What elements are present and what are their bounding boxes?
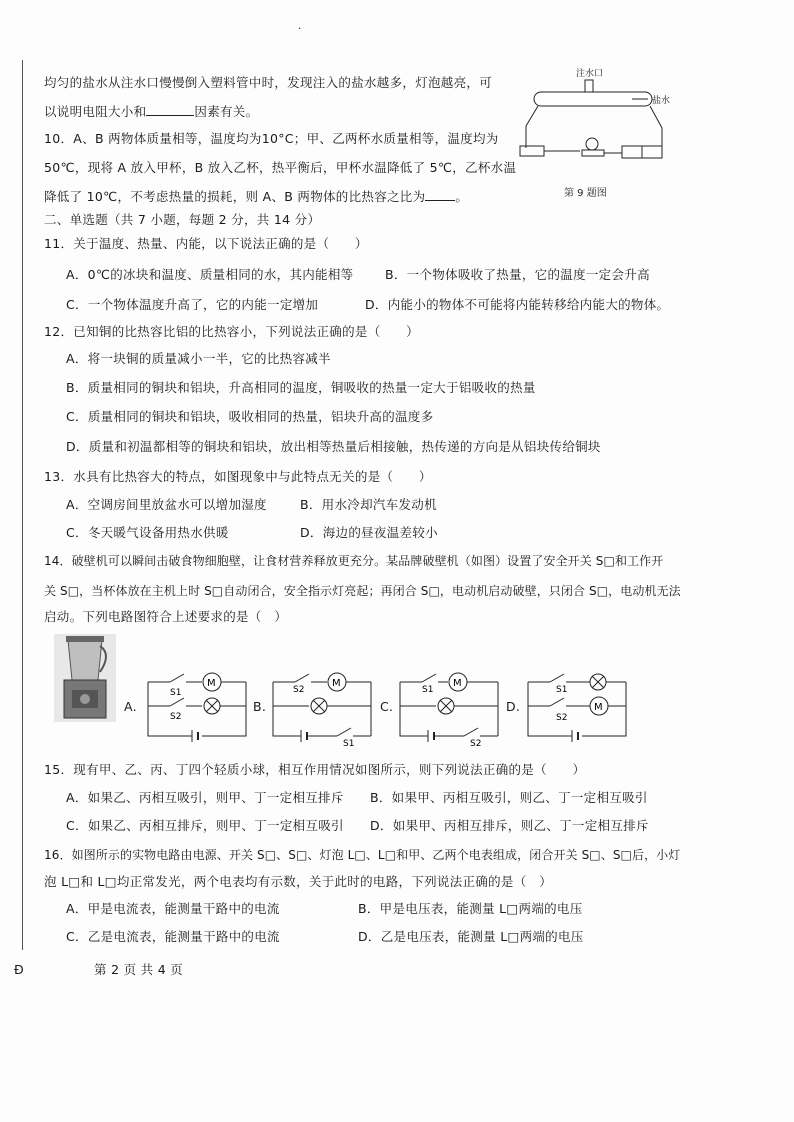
q16-line1: 16．如图所示的实物电路由电源、开关 S□、S□、灯泡 L□、L□和甲、乙两个电表组成，闭合开关 S□、S□后，小灯 <box>44 848 681 862</box>
q12-stem: 12．已知铜的比热容比铝的比热容小，下列说法正确的是（ ） <box>44 324 419 339</box>
motor-label: M <box>207 678 216 689</box>
q9-line2-after: 因素有关。 <box>194 104 259 119</box>
q9-answer-blank[interactable] <box>146 103 194 116</box>
motor-label: M <box>453 678 462 689</box>
q16-option-d[interactable]: D．乙是电压表，能测量 L□两端的电压 <box>358 929 584 944</box>
q11-option-a[interactable]: A．0℃的冰块和温度、质量相同的水，其内能相等 <box>66 267 354 282</box>
q11-option-b[interactable]: B．一个物体吸收了热量，它的温度一定会升高 <box>385 267 650 282</box>
q14-circuit-b[interactable] <box>265 662 380 746</box>
q14-option-c-label[interactable]: C. <box>380 699 394 714</box>
q14-option-d-label[interactable]: D. <box>506 699 521 714</box>
s1-label: S1 <box>170 688 182 698</box>
footer-left-mark: Ð <box>14 962 24 977</box>
q14-line3: 启动。下列电路图符合上述要求的是（ ） <box>44 609 288 624</box>
top-mark: · <box>298 24 302 35</box>
q14-circuit-c[interactable] <box>392 662 507 746</box>
q9-figure <box>512 66 682 206</box>
q11-option-d[interactable]: D．内能小的物体不可能将内能转移给内能大的物体。 <box>365 297 670 312</box>
q9-line1: 均匀的盐水从注水口慢慢倒入塑料管中时，发现注入的盐水越多，灯泡越亮，可 <box>44 75 493 90</box>
switch-base <box>520 146 544 156</box>
motor-label: M <box>594 702 603 713</box>
s1-label: S1 <box>343 739 355 746</box>
q9-inlet-label: 注水口 <box>576 69 604 79</box>
q14-circuit-d[interactable] <box>520 662 635 746</box>
q14-circuit-a[interactable] <box>140 662 255 746</box>
q16-option-c[interactable]: C．乙是电流表，能测量干路中的电流 <box>66 929 280 944</box>
q14-option-a-label[interactable]: A. <box>124 699 137 714</box>
page-number: 第 2 页 共 4 页 <box>94 962 184 977</box>
q12-option-a[interactable]: A．将一块铜的质量减小一半，它的比热容减半 <box>66 351 331 366</box>
q9-line2 <box>44 103 258 120</box>
s1-label: S1 <box>422 685 434 695</box>
q15-option-c[interactable]: C．如果乙、丙相互排斥，则甲、丁一定相互吸引 <box>66 818 344 833</box>
q9-line2-before: 以说明电阻大小和 <box>44 104 147 119</box>
motor-label: M <box>332 678 341 689</box>
s2-label: S2 <box>293 685 305 695</box>
q13-option-a[interactable]: A．空调房间里放盆水可以增加湿度 <box>66 497 267 512</box>
q10-line3-before: 降低了 10℃，不考虑热量的损耗，则 A、B 两物体的比热容之比为 <box>44 189 426 204</box>
q14-option-b-label[interactable]: B. <box>253 699 267 714</box>
q12-option-c[interactable]: C．质量相同的铜块和铝块，吸收相同的热量，铝块升高的温度多 <box>66 409 434 424</box>
q11-option-c[interactable]: C．一个物体温度升高了，它的内能一定增加 <box>66 297 319 312</box>
s1-label: S1 <box>556 685 568 695</box>
s2-label: S2 <box>470 739 482 746</box>
margin-line <box>22 60 23 950</box>
q16-option-b[interactable]: B．甲是电压表，能测量 L□两端的电压 <box>358 901 583 916</box>
q13-option-d[interactable]: D．海边的昼夜温差较小 <box>300 525 438 540</box>
q14-line1: 14．破壁机可以瞬间击破食物细胞壁，让食材营养释放更充分。某品牌破壁机（如图）设置了安全开关 S□和工作开 <box>44 554 664 568</box>
q15-stem: 15．现有甲、乙、丙、丁四个轻质小球，相互作用情况如图所示，则下列说法正确的是（ ） <box>44 762 586 777</box>
q11-stem: 11．关于温度、热量、内能，以下说法正确的是（ ） <box>44 236 368 251</box>
q10-line3 <box>44 188 468 205</box>
q10-line1: 10．A、B 两物体质量相等，温度均为10°C；甲、乙两杯水质量相等，温度均为 <box>44 131 499 146</box>
q9-brine-label: 盐水 <box>652 96 671 106</box>
q9-caption: 第 9 题图 <box>564 188 607 199</box>
q15-option-d[interactable]: D．如果甲、丙相互排斥，则乙、丁一定相互排斥 <box>370 818 649 833</box>
blender-image <box>54 634 116 722</box>
q12-option-d[interactable]: D．质量和初温都相等的铜块和铝块，放出相等热量后相接触，热传递的方向是从铝块传给铜块 <box>66 439 601 454</box>
q13-option-c[interactable]: C．冬天暖气设备用热水供暖 <box>66 525 229 540</box>
q16-option-a[interactable]: A．甲是电流表，能测量干路中的电流 <box>66 901 280 916</box>
q10-answer-blank[interactable] <box>425 188 455 201</box>
q15-option-a[interactable]: A．如果乙、丙相互吸引，则甲、丁一定相互排斥 <box>66 790 344 805</box>
s2-label: S2 <box>556 713 568 723</box>
q13-stem: 13．水具有比热容大的特点，如图现象中与此特点无关的是（ ） <box>44 469 432 484</box>
q15-option-b[interactable]: B．如果甲、丙相互吸引，则乙、丁一定相互吸引 <box>370 790 648 805</box>
bulb <box>586 138 598 150</box>
q10-line2: 50℃，现将 A 放入甲杯，B 放入乙杯，热平衡后，甲杯水温降低了 5℃，乙杯水温 <box>44 160 517 175</box>
q16-line2: 泡 L□和 L□均正常发光，两个电表均有示数，关于此时的电路，下列说法正确的是（ ） <box>44 874 553 889</box>
s2-label: S2 <box>170 712 182 722</box>
q12-option-b[interactable]: B．质量相同的铜块和铝块，升高相同的温度，铜吸收的热量一定大于铝吸收的热量 <box>66 380 536 395</box>
q13-option-b[interactable]: B．用水冷却汽车发动机 <box>300 497 437 512</box>
section-2-heading: 二、单选题（共 7 小题，每题 2 分，共 14 分） <box>44 212 321 227</box>
q10-line3-after: 。 <box>455 189 469 204</box>
q14-line2: 关 S□，当杯体放在主机上时 S□自动闭合，安全指示灯亮起；再闭合 S□，电动机启动破壁，只闭合 S□，电动机无法 <box>44 584 681 598</box>
